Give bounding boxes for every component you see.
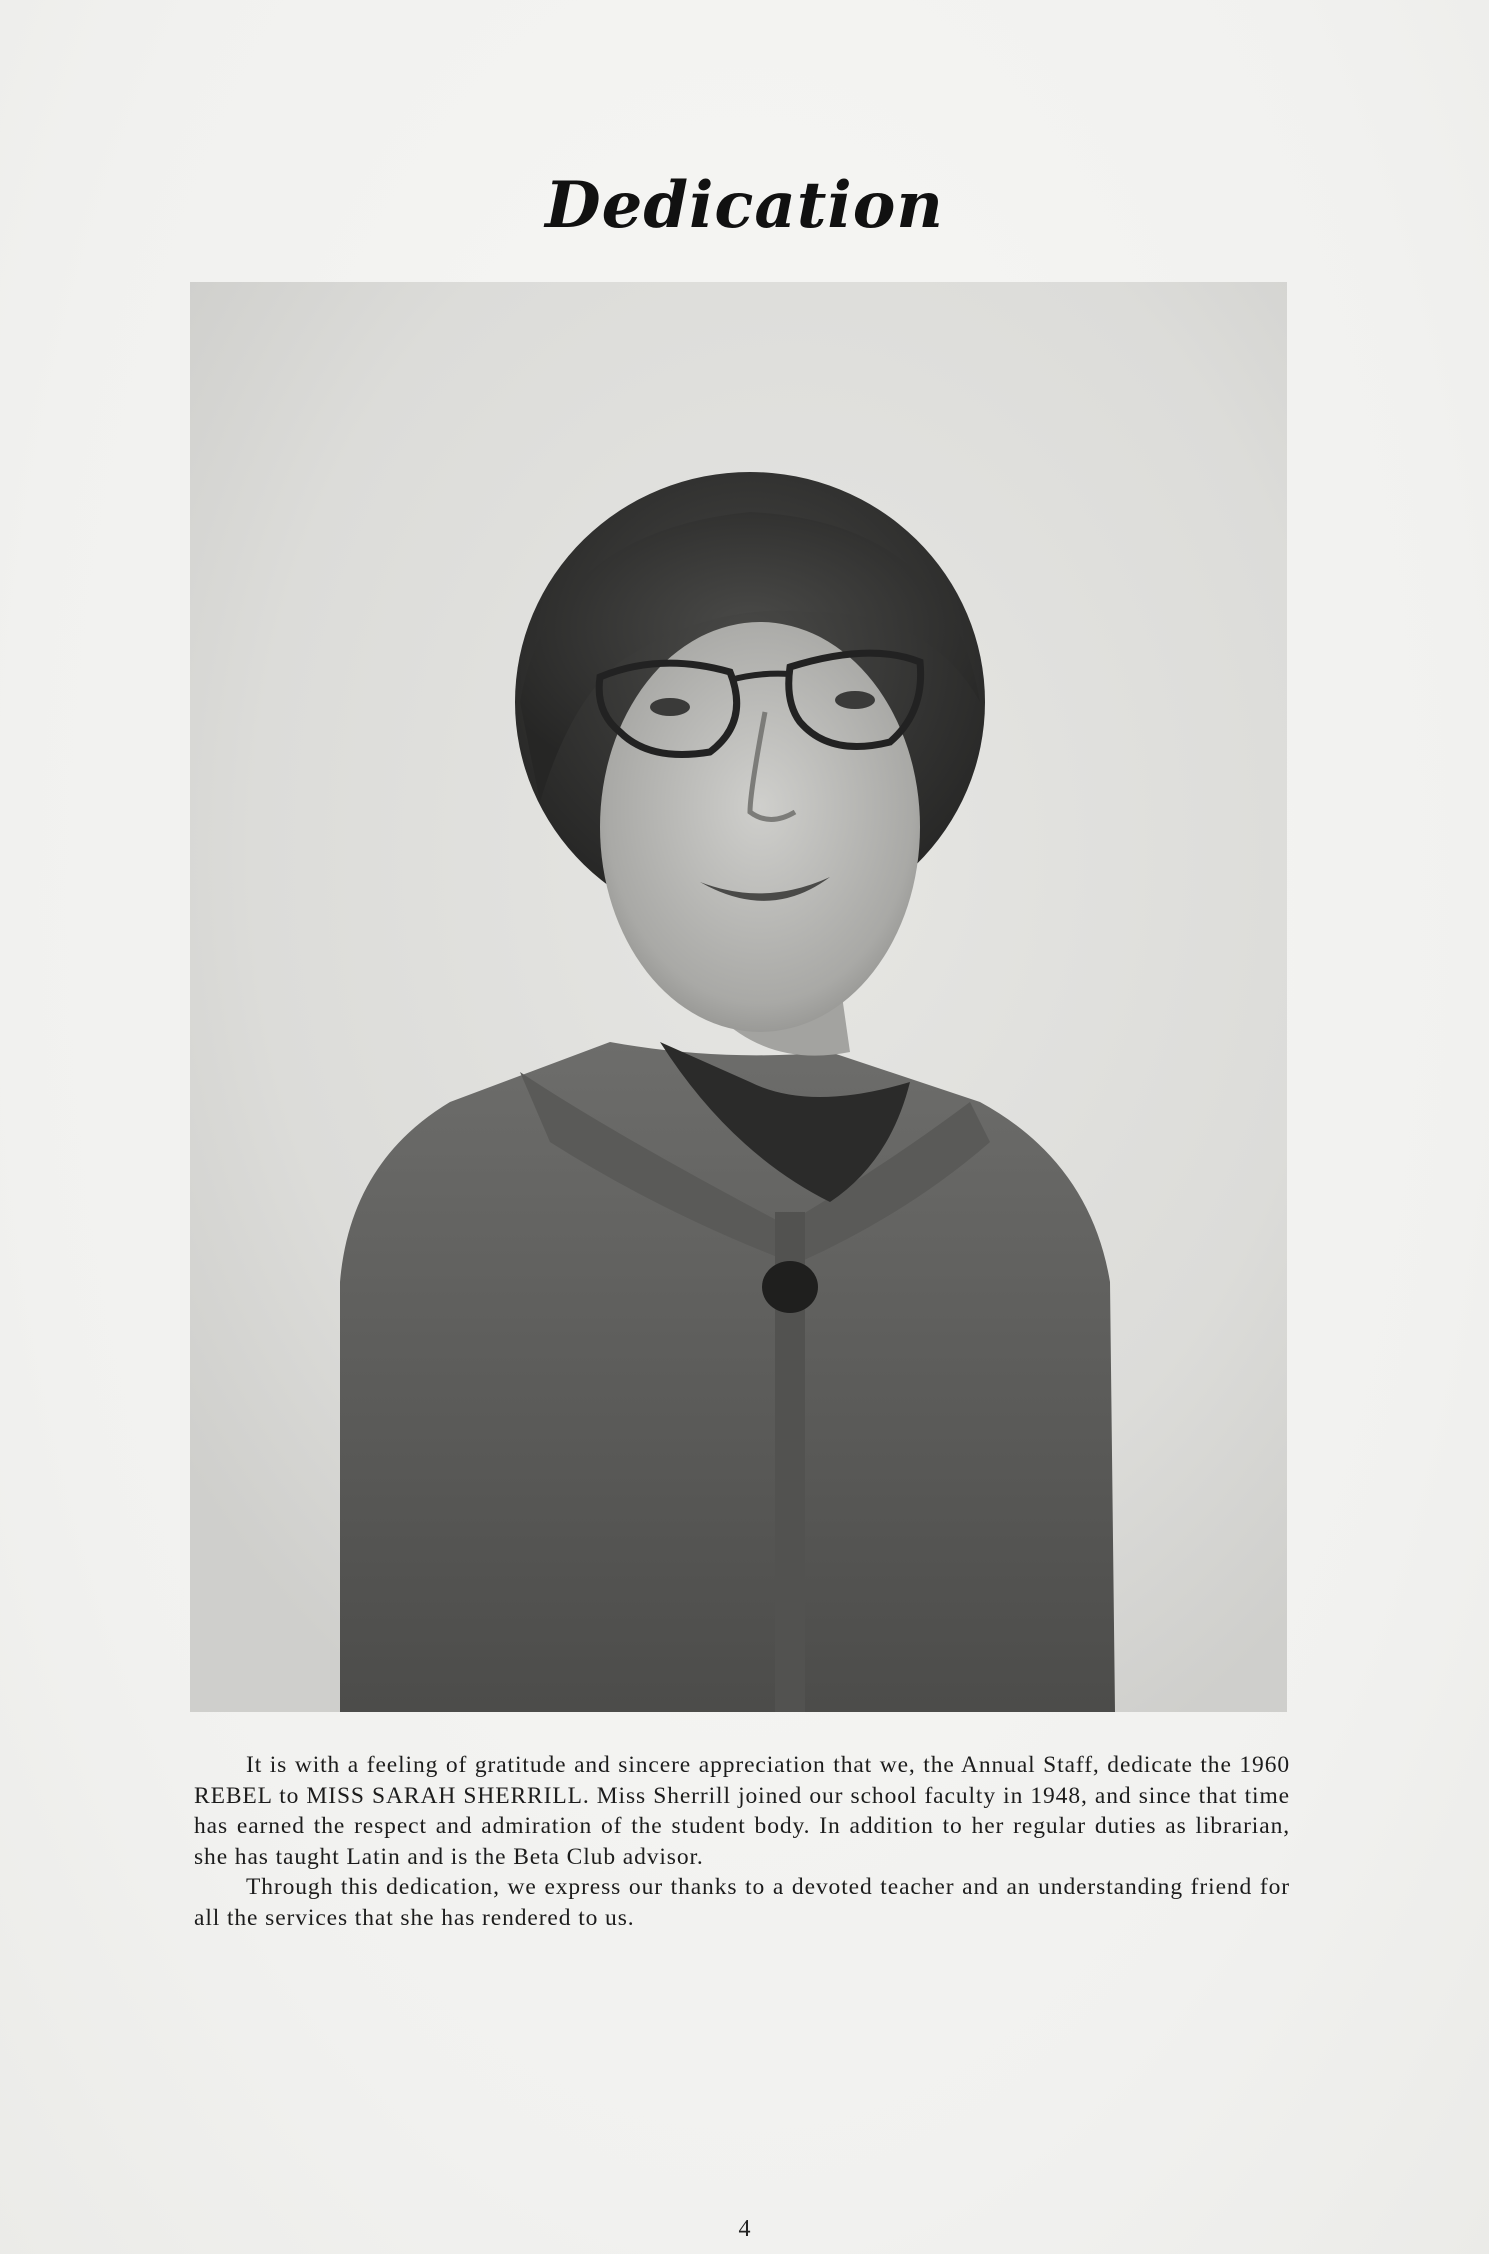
page-title: Dedication bbox=[545, 168, 944, 243]
caption-paragraph-1: It is with a feeling of gratitude and sincere appreciation that we, the Annual Staff, dedicate the 1960 REBEL to MISS SARAH SHERRILL. Miss Sherrill joined our school faculty in 1948, and since that time has earned the respect and admiration of the student body. In addition to her regular duties as librarian, she has taught Latin and is the Beta Club advisor. bbox=[194, 1752, 1290, 1870]
portrait-illustration bbox=[190, 282, 1287, 1712]
caption-paragraph-2: Through this dedication, we express our thanks to a devoted teacher and an understanding friend for all the services that she has rendered to us. bbox=[194, 1874, 1290, 1931]
portrait-photo bbox=[190, 282, 1287, 1712]
page-number: 4 bbox=[738, 2216, 751, 2242]
dedication-caption bbox=[194, 1750, 1290, 1933]
